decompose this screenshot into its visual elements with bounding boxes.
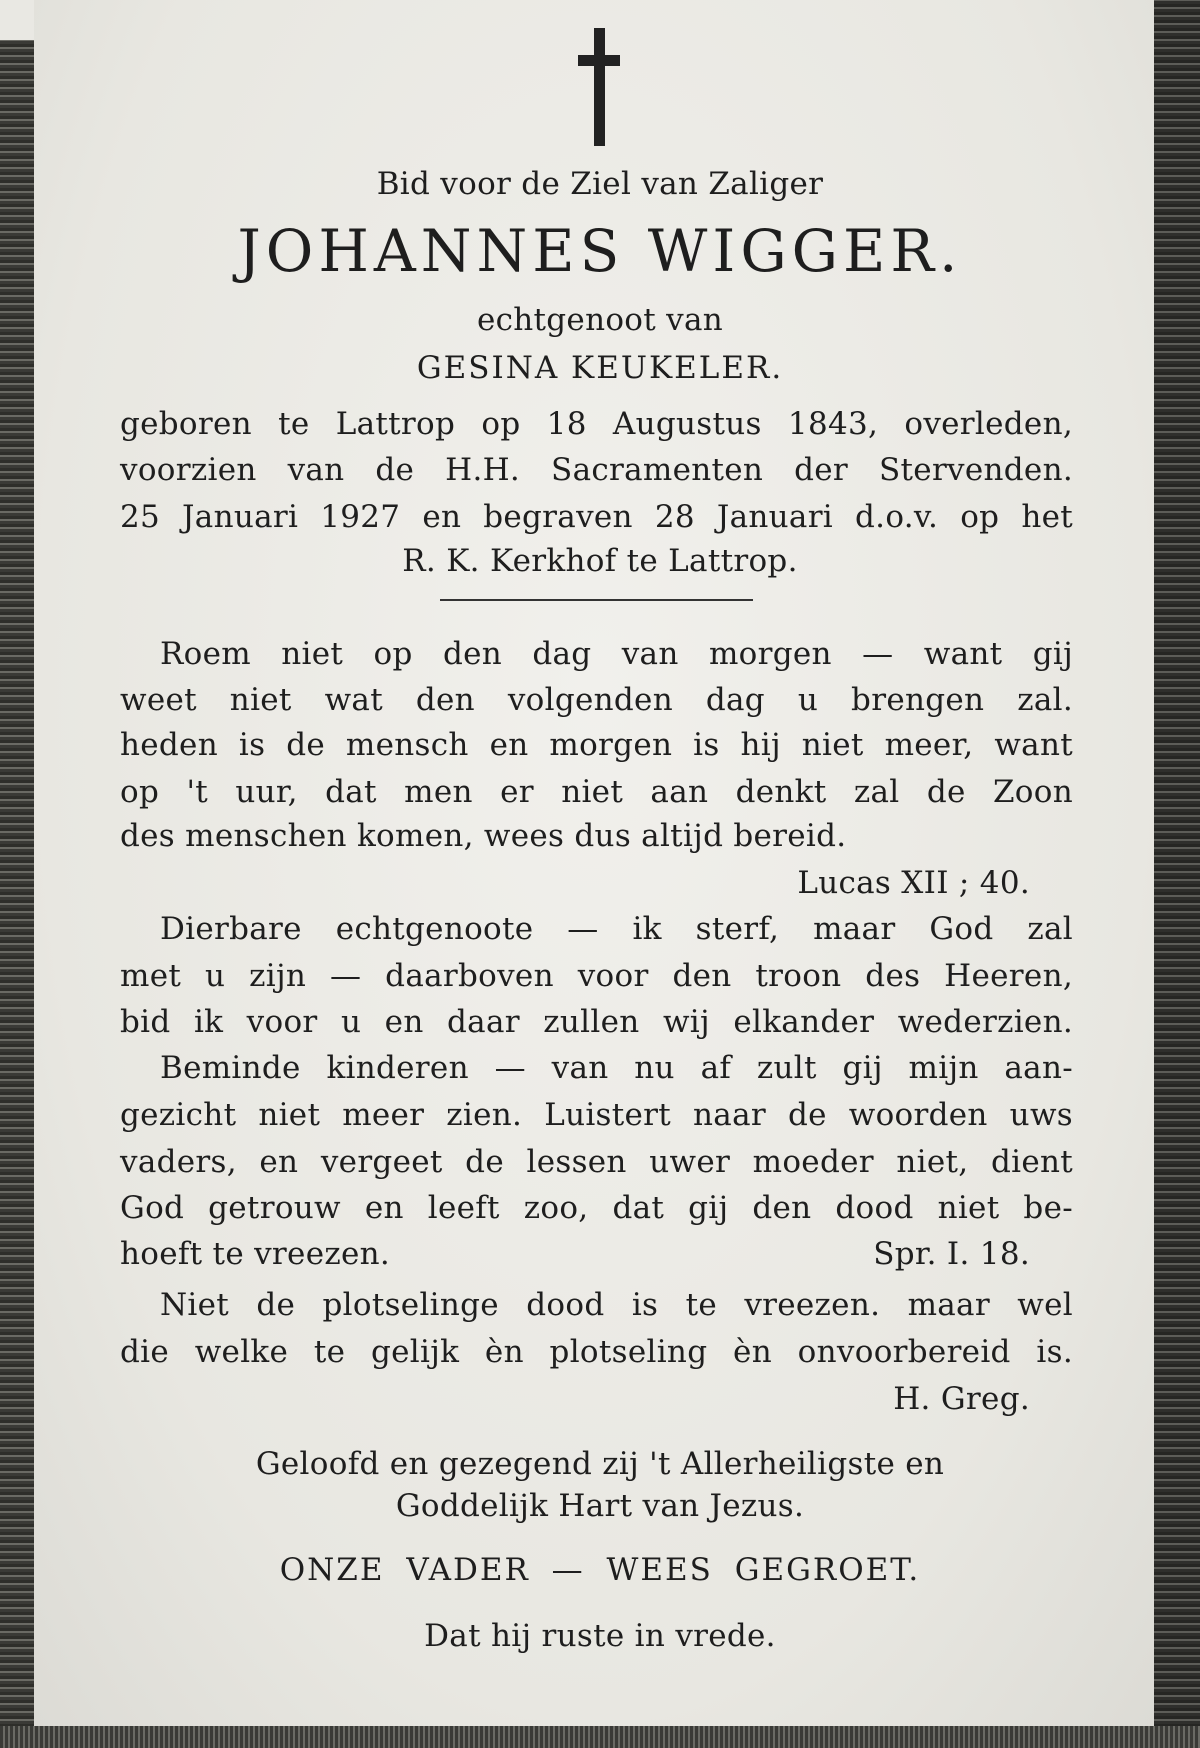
quote1-source: Lucas XII ; 40. <box>797 865 1030 901</box>
quote1-line: des menschen komen, wees dus altijd bereid. <box>120 818 847 854</box>
bio-line: 25 Januari 1927 en begraven 28 Januari d.o.v. op het <box>120 499 1073 535</box>
quote1-line: weet niet wat den volgenden dag u brengen zal. <box>120 682 1073 718</box>
quote3-line: die welke te gelijk èn plotseling èn onvoorbereid is. <box>120 1334 1073 1370</box>
closing: Dat hij ruste in vrede. <box>424 1618 776 1654</box>
bio-line: geboren te Lattrop op 18 Augustus 1843, overleden, <box>120 406 1073 442</box>
heading: Bid voor de Ziel van Zaliger <box>376 166 824 202</box>
quote2-line: bid ik voor u en daar zullen wij elkander wederzien. <box>120 1004 1073 1040</box>
prayers: ONZE VADER — WEES GEGROET. <box>279 1552 921 1588</box>
quote2-source: Spr. I. 18. <box>873 1236 1030 1272</box>
quote2-line: met u zijn — daarboven voor den troon des Heeren, <box>120 958 1073 994</box>
blessing-line: Goddelijk Hart van Jezus. <box>395 1488 805 1524</box>
quote2-line: God getrouw en leeft zoo, dat gij den dood niet be- <box>120 1190 1073 1226</box>
quote2-line: Dierbare echtgenoote — ik sterf, maar God zal <box>160 911 1073 947</box>
blessing-line: Geloofd en gezegend zij 't Allerheiligste en <box>255 1446 945 1482</box>
spouse-name: GESINA KEUKELER. <box>416 350 784 386</box>
scan-border-bottom <box>0 1726 1200 1748</box>
quote1-line: heden is de mensch en morgen is hij niet meer, want <box>120 727 1073 763</box>
bio-line: voorzien van de H.H. Sacramenten der Stervenden. <box>120 452 1073 488</box>
quote1-line: Roem niet op den dag van morgen — want gij <box>160 636 1073 672</box>
quote2-line: vaders, en vergeet de lessen uwer moeder niet, dient <box>120 1144 1073 1180</box>
deceased-name: JOHANNES WIGGER. <box>237 217 963 285</box>
quote1-line: op 't uur, dat men er niet aan denkt zal de Zoon <box>120 774 1073 810</box>
quote3-line: Niet de plotselinge dood is te vreezen. maar wel <box>160 1287 1073 1323</box>
divider <box>440 599 753 601</box>
quote2-line: hoeft te vreezen. <box>120 1236 391 1272</box>
quote2-line: gezicht niet meer zien. Luistert naar de woorden uws <box>120 1097 1073 1133</box>
quote3-source: H. Greg. <box>893 1381 1030 1417</box>
bio-line: R. K. Kerkhof te Lattrop. <box>402 543 798 579</box>
quote2-line: Beminde kinderen — van nu af zult gij mijn aan- <box>160 1050 1073 1086</box>
spouse-intro: echtgenoot van <box>476 302 724 338</box>
